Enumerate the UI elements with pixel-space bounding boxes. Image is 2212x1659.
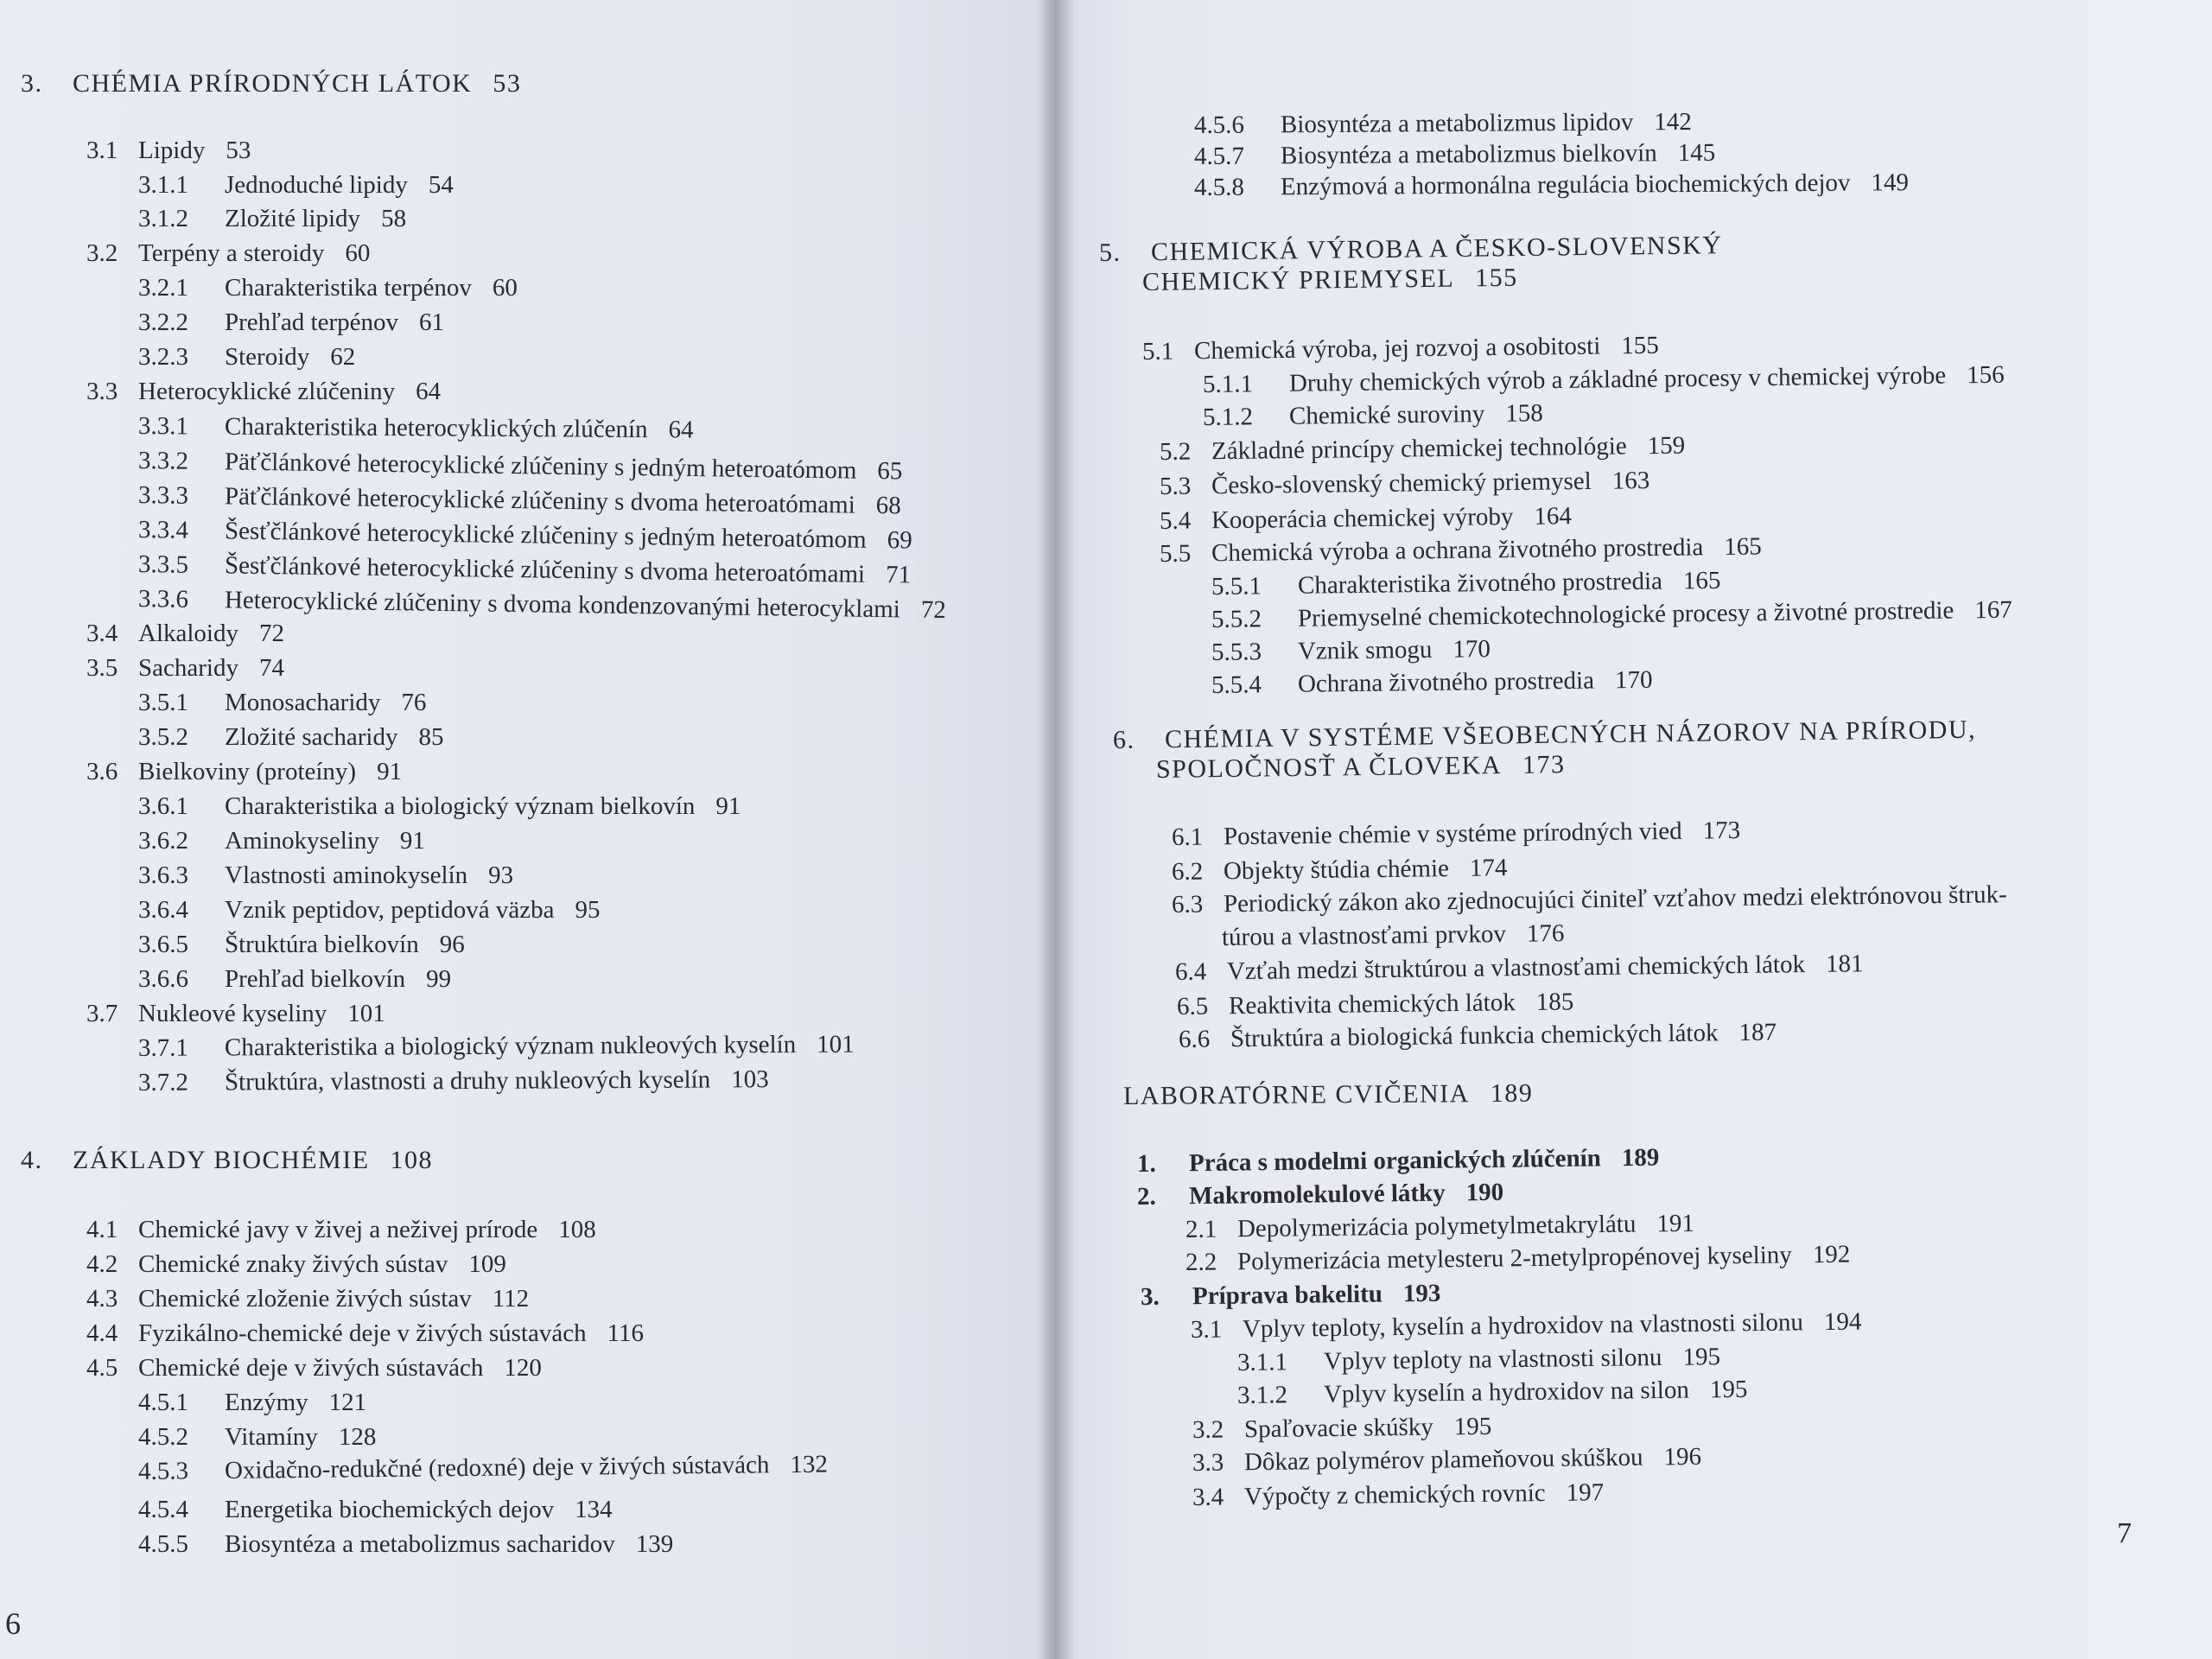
toc-entry [1194, 168, 1909, 202]
toc-number: 4.5.4 [138, 1496, 188, 1523]
toc-number: 6.1 [1171, 823, 1204, 851]
toc-page-number: 139 [635, 1530, 674, 1558]
toc-title: Spaľovacie skúšky [1243, 1413, 1433, 1444]
toc-number: 3.3 [1192, 1448, 1224, 1477]
toc-title: Chemické deje v živých sústavách [138, 1354, 484, 1382]
toc-title: Reaktivita chemických látok [1228, 988, 1516, 1020]
toc-number: 4.5.3 [137, 1457, 189, 1485]
toc-entry [1192, 1442, 1701, 1478]
toc-number: 4.5.2 [138, 1423, 188, 1451]
toc-title: Základné princípy chemickej technológie [1211, 432, 1627, 466]
toc-title: Biosyntéza a metabolizmus sacharidov [225, 1530, 615, 1558]
toc-title: Heterocyklické zlúčeniny [138, 378, 396, 405]
toc-page-number: 116 [607, 1319, 645, 1347]
toc-entry [138, 1065, 769, 1097]
toc-title: Charakteristika životného prostredia [1297, 567, 1663, 600]
toc-page-number: 158 [1505, 399, 1543, 428]
toc-entry [1137, 1178, 1504, 1211]
toc-number: 3.6 [86, 758, 118, 785]
toc-page-number: 64 [668, 416, 694, 444]
toc-entry [1160, 466, 1650, 501]
toc-page-number: 91 [399, 827, 425, 855]
toc-number: 5.1 [1141, 337, 1174, 365]
toc-title: CHÉMIA PRÍRODNÝCH LÁTOK [73, 69, 473, 98]
toc-title: Oxidačno-redukčné (redoxné) deje v živých sústavách [224, 1451, 770, 1484]
toc-number: 4.5.8 [1193, 173, 1245, 201]
toc-number: 5.5.2 [1211, 605, 1262, 633]
toc-page-number: 155 [1621, 331, 1659, 360]
toc-number: 6.5 [1176, 992, 1209, 1020]
toc-page-number: 101 [347, 1000, 385, 1027]
toc-page-number: 72 [259, 620, 284, 647]
toc-title: Štruktúra a biologická funkcia chemických látok [1230, 1019, 1719, 1053]
toc-entry [1185, 1209, 1694, 1244]
toc-number: 3.2.1 [138, 274, 188, 302]
toc-page-number: 96 [439, 931, 465, 958]
toc-number: 3.7 [86, 1000, 118, 1027]
toc-entry [21, 69, 521, 99]
toc-page-number: 76 [401, 689, 427, 716]
toc-page-number: 156 [1966, 360, 2005, 390]
toc-entry [138, 895, 600, 925]
toc-page-number: 193 [1402, 1279, 1441, 1308]
toc-page-number: 128 [338, 1423, 377, 1451]
toc-entry [1192, 1478, 1605, 1512]
toc-page-number: 195 [1682, 1343, 1721, 1371]
toc-number: 6.2 [1171, 857, 1204, 886]
toc-number: 3.1.2 [1236, 1381, 1288, 1409]
toc-title: Zložité sacharidy [225, 723, 398, 751]
toc-title: Charakteristika terpénov [225, 274, 472, 302]
toc-page-number: 149 [1871, 168, 1910, 197]
toc-page-number: 71 [885, 561, 912, 589]
toc-entry [138, 1030, 855, 1063]
toc-entry [138, 308, 444, 337]
toc-title: ZÁKLADY BIOCHÉMIE [73, 1146, 370, 1174]
toc-number: 3.3.3 [137, 481, 189, 510]
toc-page-number: 99 [426, 965, 452, 993]
toc-number: 2.2 [1185, 1248, 1217, 1276]
toc-page-number: 190 [1465, 1178, 1504, 1207]
toc-number: 5.2 [1159, 437, 1192, 466]
toc-number: 4.4 [86, 1319, 118, 1347]
toc-title: CHEMICKÝ PRIEMYSEL [1141, 264, 1455, 296]
toc-number: 5. [1098, 238, 1122, 267]
toc-entry [138, 688, 426, 717]
toc-number: 3.1 [1190, 1315, 1223, 1344]
toc-title: Priemyselné chemickotechnologické procesy a životné prostredie [1297, 596, 1955, 632]
toc-title: Sacharidy [138, 654, 238, 682]
toc-page-number: 174 [1469, 854, 1508, 882]
toc-title: LABORATÓRNE CVIČENIA [1122, 1079, 1470, 1110]
toc-number: 5.5.4 [1211, 671, 1262, 699]
toc-number: 3.1.1 [138, 171, 188, 199]
toc-number: 5.1.1 [1202, 370, 1254, 398]
toc-number: 6.4 [1174, 957, 1207, 986]
toc-page-number: 120 [504, 1354, 542, 1382]
toc-number: 4.5.5 [138, 1530, 188, 1558]
toc-title: Chemické suroviny [1288, 400, 1485, 430]
toc-title: Vznik peptidov, peptidová väzba [225, 896, 555, 924]
toc-entry [86, 1215, 596, 1244]
toc-page-number: 53 [493, 69, 522, 98]
toc-page-number: 93 [488, 861, 514, 889]
toc-number: 3.2 [86, 239, 118, 267]
toc-page-number: 69 [887, 526, 912, 555]
toc-number: 4.5.6 [1193, 111, 1245, 139]
toc-title: Práca s modelmi organických zlúčenín [1188, 1144, 1601, 1178]
toc-entry [1160, 501, 1572, 536]
toc-page-number: 194 [1823, 1307, 1862, 1337]
toc-title: Fyzikálno-chemické deje v živých sústavách [138, 1319, 587, 1347]
toc-page-number: 142 [1654, 107, 1692, 137]
toc-number: 4.1 [86, 1216, 118, 1243]
toc-number: 3.6.6 [138, 965, 188, 993]
toc-title: túrou a vlastnosťami prvkov [1221, 919, 1507, 951]
toc-title: Polymerizácia metylesteru 2-metylpropénovej kyseliny [1236, 1241, 1792, 1276]
toc-entry [138, 1388, 366, 1417]
toc-page-number: 60 [345, 239, 371, 267]
toc-page-number: 155 [1474, 263, 1518, 293]
toc-number: 3.7.2 [137, 1068, 189, 1096]
toc-number: 5.5.3 [1211, 638, 1262, 666]
toc-number: 3.5.1 [138, 689, 188, 716]
toc-title: Lipidy [138, 137, 206, 164]
toc-number: 3.2.2 [138, 308, 188, 336]
toc-page-number: 108 [558, 1216, 596, 1243]
toc-title: Makromolekulové látky [1188, 1179, 1446, 1211]
toc-title: Chemická výroba a ochrana životného prostredia [1211, 533, 1704, 568]
toc-number: 3.2.3 [138, 343, 188, 371]
toc-title: Prehľad bielkovín [225, 965, 406, 993]
toc-page-number: 187 [1738, 1018, 1777, 1047]
toc-title: Heterocyklické zlúčeniny s dvoma kondenzovanými heterocyklami [224, 586, 901, 624]
toc-title: Päťčlánkové heterocyklické zlúčeniny s jedným heteroatómom [224, 448, 857, 485]
toc-title: Chemické zloženie živých sústav [138, 1285, 472, 1313]
toc-number: 6.3 [1171, 890, 1204, 918]
toc-page-number: 165 [1682, 566, 1721, 595]
toc-number: 4. [21, 1146, 43, 1174]
toc-number: 3.3.2 [137, 447, 189, 475]
toc-page-number: 192 [1812, 1240, 1851, 1269]
toc-entry [138, 170, 454, 200]
toc-number: 3.2 [1192, 1415, 1224, 1444]
toc-number: 3.5.2 [138, 723, 188, 751]
toc-entry [86, 1353, 542, 1382]
toc-title: Šesťčlánkové heterocyklické zlúčeniny s jedným heteroatómom [224, 517, 867, 554]
toc-entry [138, 964, 451, 994]
toc-entry [1142, 264, 1518, 297]
toc-entry [138, 1495, 613, 1524]
toc-entry [21, 1146, 433, 1175]
toc-number: 6. [1112, 725, 1135, 754]
toc-title: Steroidy [225, 343, 310, 371]
toc-title: Štruktúra, vlastnosti a druhy nukleových kyselín [224, 1065, 711, 1096]
toc-entry [1237, 1375, 1748, 1410]
toc-entry [138, 1422, 376, 1452]
toc-entry [86, 1319, 644, 1348]
toc-entry [1194, 138, 1715, 171]
toc-entry [1211, 634, 1491, 667]
toc-number: 1. [1136, 1149, 1156, 1178]
toc-page-number: 196 [1663, 1442, 1702, 1471]
toc-page-number: 60 [492, 274, 518, 302]
toc-entry [1222, 918, 1565, 952]
toc-entry [86, 1249, 506, 1279]
toc-title: Výpočty z chemických rovníc [1243, 1479, 1546, 1511]
toc-number: 3. [1140, 1282, 1160, 1311]
toc-number: 3.3.5 [137, 550, 189, 579]
toc-number: 5.3 [1159, 472, 1192, 500]
toc-page-number: 121 [328, 1389, 367, 1416]
toc-number: 2. [1136, 1182, 1156, 1211]
left-page-number: 6 [5, 1606, 21, 1641]
toc-entry [138, 930, 465, 959]
toc-entry [1192, 1412, 1492, 1445]
toc-number: 2.1 [1185, 1215, 1217, 1243]
toc-title: Zložité lipidy [225, 205, 361, 232]
toc-title: Kooperácia chemickej výroby [1211, 502, 1514, 535]
toc-title: SPOLOČNOSŤ A ČLOVEKA [1155, 751, 1503, 784]
toc-title: Biosyntéza a metabolizmus lipidov [1280, 108, 1634, 139]
toc-number: 3.1 [86, 137, 118, 164]
toc-title: Vlastnosti aminokyselín [225, 861, 468, 889]
toc-number: 3.6.2 [138, 827, 188, 855]
toc-entry [138, 861, 513, 890]
toc-entry [86, 619, 284, 648]
toc-entry [138, 204, 406, 233]
toc-number: 3.4 [86, 620, 118, 647]
toc-number: 3.1.2 [138, 205, 188, 232]
toc-number: 5.1.2 [1202, 403, 1254, 431]
toc-entry [138, 1529, 673, 1559]
toc-title: Bielkoviny (proteíny) [138, 758, 357, 785]
toc-page-number: 103 [731, 1065, 769, 1094]
toc-title: Dôkaz polymérov plameňovou skúškou [1243, 1443, 1643, 1477]
toc-title: Monosacharidy [225, 689, 381, 716]
toc-title: Chemická výroba, jej rozvoj a osobitosti [1193, 332, 1601, 365]
toc-title: Ochrana životného prostredia [1297, 666, 1595, 698]
toc-page-number: 170 [1614, 665, 1653, 695]
toc-title: Vitamíny [225, 1423, 318, 1451]
toc-page-number: 185 [1535, 988, 1574, 1016]
toc-number: 6.6 [1178, 1025, 1211, 1053]
toc-title: Charakteristika a biologický význam nukleových kyselín [224, 1031, 797, 1062]
toc-number: 3.3.6 [137, 585, 189, 613]
toc-page-number: 164 [1534, 502, 1573, 531]
toc-title: Postavenie chémie v systéme prírodných vied [1223, 817, 1682, 851]
toc-page-number: 197 [1566, 1478, 1605, 1507]
toc-number: 3. [21, 69, 43, 98]
toc-title: Vznik smogu [1297, 635, 1433, 665]
toc-page-number: 181 [1825, 950, 1864, 978]
toc-entry [86, 653, 284, 683]
toc-page-number: 132 [790, 1450, 829, 1479]
toc-number: 5.5.1 [1211, 572, 1262, 601]
toc-entry [138, 826, 425, 855]
toc-entry [86, 1284, 529, 1313]
toc-number: 3.6.3 [138, 861, 188, 889]
toc-title: Prehľad terpénov [225, 308, 399, 336]
toc-number: 3.3.1 [137, 412, 189, 441]
toc-number: 3.3 [86, 378, 118, 405]
toc-number: 3.4 [1192, 1483, 1224, 1511]
toc-title: Terpény a steroidy [138, 239, 325, 267]
toc-page-number: 191 [1656, 1209, 1695, 1238]
toc-page-number: 195 [1453, 1412, 1492, 1441]
toc-page-number: 165 [1724, 532, 1762, 562]
toc-entry [1123, 1079, 1534, 1111]
toc-title: Charakteristika a biologický význam bielkovín [225, 792, 696, 820]
toc-number: 3.6.5 [138, 931, 188, 958]
toc-title: Štruktúra bielkovín [225, 931, 419, 958]
right-page-number: 7 [2117, 1517, 2132, 1549]
toc-number: 4.2 [86, 1250, 118, 1278]
toc-page-number: 189 [1621, 1143, 1660, 1173]
toc-number: 5.4 [1159, 506, 1192, 535]
toc-page-number: 170 [1452, 635, 1491, 664]
toc-title: Alkaloidy [138, 620, 238, 647]
toc-page-number: 65 [877, 456, 903, 486]
toc-number: 3.1.1 [1236, 1348, 1288, 1376]
toc-page-number: 163 [1611, 467, 1650, 495]
toc-entry [1211, 665, 1653, 700]
toc-number: 3.6.1 [138, 792, 188, 820]
toc-title: Periodický zákon ako zjednocujúci činiteľ vzťahov medzi elektrónovou štruk- [1223, 880, 2007, 918]
toc-page-number: 173 [1702, 816, 1741, 845]
toc-title: Vplyv teploty, kyselín a hydroxidov na vlastnosti silonu [1242, 1308, 1804, 1344]
toc-entry [1203, 398, 1543, 432]
toc-title: Charakteristika heterocyklických zlúčenín [224, 412, 648, 444]
toc-entry [1156, 750, 1566, 785]
toc-number: 3.3.4 [137, 516, 189, 544]
toc-entry [86, 999, 385, 1028]
toc-page-number: 134 [575, 1496, 613, 1523]
toc-page-number: 145 [1677, 138, 1716, 168]
toc-number: 4.3 [86, 1285, 118, 1313]
toc-title: Chemické javy v živej a neživej prírode [138, 1216, 538, 1243]
toc-page-number: 68 [875, 491, 902, 520]
toc-page-number: 91 [377, 758, 403, 785]
toc-page-number: 189 [1490, 1078, 1534, 1109]
toc-title: Vplyv kyselín a hydroxidov na silon [1323, 1376, 1690, 1408]
toc-page-number: 53 [226, 137, 251, 164]
toc-page-number: 72 [920, 595, 947, 625]
toc-entry [1237, 1342, 1720, 1377]
toc-title: Vzťah medzi štruktúrou a vlastnosťami chemických látok [1226, 950, 1806, 986]
toc-number: 3.6.4 [138, 896, 188, 924]
toc-page-number: 91 [715, 792, 741, 820]
toc-entry [138, 722, 444, 752]
toc-entry [1141, 1279, 1441, 1312]
toc-entry [86, 757, 402, 786]
toc-entry [138, 791, 741, 821]
toc-number: 4.5.7 [1193, 142, 1245, 170]
toc-page-number: 195 [1709, 1375, 1748, 1404]
toc-title: Biosyntéza a metabolizmus bielkovín [1280, 139, 1657, 170]
toc-page-number: 61 [419, 308, 445, 336]
toc-number: 3.5 [86, 654, 118, 682]
toc-page-number: 173 [1522, 750, 1566, 779]
toc-number: 5.5 [1159, 539, 1192, 568]
toc-title: Aminokyseliny [225, 827, 379, 855]
toc-entry [1177, 987, 1574, 1021]
toc-title: Jednoduché lipidy [225, 171, 408, 199]
toc-page-number: 62 [330, 343, 356, 371]
toc-title: Chemické znaky živých sústav [138, 1250, 448, 1278]
toc-title: Príprava bakelitu [1192, 1280, 1383, 1311]
toc-number: 4.5.1 [138, 1389, 188, 1416]
toc-title: Druhy chemických výrob a základné procesy v chemickej výrobe [1288, 361, 1947, 397]
toc-entry [1172, 853, 1508, 887]
toc-entry [138, 273, 518, 302]
toc-entry [86, 377, 441, 406]
toc-entry [138, 342, 355, 372]
toc-page-number: 108 [390, 1146, 434, 1174]
toc-page-number: 85 [418, 723, 444, 751]
toc-title: Česko-slovenský chemický priemysel [1211, 467, 1592, 500]
toc-title: Energetika biochemických dejov [225, 1496, 555, 1523]
toc-title: Šesťčlánkové heterocyklické zlúčeniny s dvoma heteroatómami [224, 551, 866, 588]
toc-page-number: 64 [416, 378, 442, 405]
toc-title: Depolymerizácia polymetylmetakrylátu [1236, 1210, 1637, 1243]
toc-title: Enzýmová a hormonálna regulácia biochemických dejov [1280, 168, 1851, 201]
toc-page-number: 159 [1647, 431, 1686, 461]
toc-page-number: 95 [575, 896, 601, 924]
toc-page-number: 54 [428, 171, 454, 199]
toc-entry [86, 136, 251, 165]
toc-page-number: 167 [1974, 595, 2013, 625]
toc-title: CHÉMIA V SYSTÉME VŠEOBECNÝCH NÁZOROV NA PRÍRODU, [1164, 715, 1977, 754]
toc-title: Nukleové kyseliny [138, 1000, 327, 1027]
toc-title: Päťčlánkové heterocyklické zlúčeniny s dvoma heteroatómami [224, 482, 856, 519]
toc-page-number: 109 [468, 1250, 506, 1278]
toc-page-number: 74 [258, 654, 284, 682]
toc-title: CHEMICKÁ VÝROBA A ČESKO-SLOVENSKÝ [1150, 231, 1723, 267]
toc-page-number: 112 [492, 1285, 530, 1313]
toc-entry [86, 238, 370, 268]
toc-entry [1194, 107, 1692, 140]
toc-entry [138, 411, 694, 444]
toc-title: Enzýmy [225, 1389, 308, 1416]
toc-entry [1211, 566, 1721, 601]
toc-page-number: 101 [817, 1030, 855, 1058]
toc-number: 3.7.1 [137, 1033, 189, 1062]
toc-title: Objekty štúdia chémie [1223, 855, 1450, 886]
toc-page-number: 58 [381, 205, 407, 232]
toc-number: 4.5 [86, 1354, 118, 1382]
toc-page-number: 176 [1526, 919, 1565, 948]
toc-title: Vplyv teploty na vlastnosti silonu [1323, 1343, 1662, 1376]
